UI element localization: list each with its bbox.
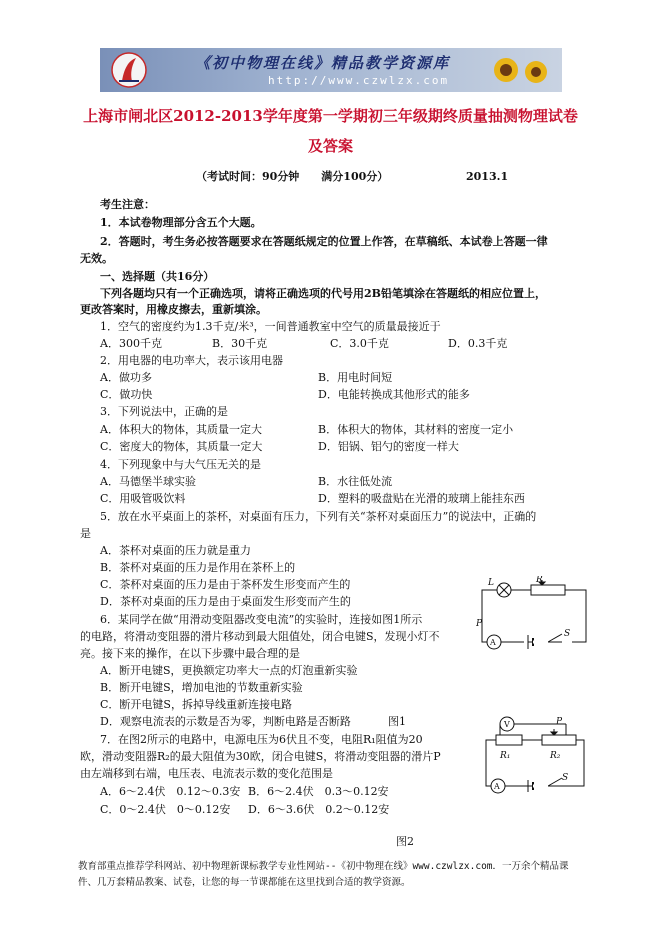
fig2-label-r1: R₁ <box>500 751 511 761</box>
fig2-label-r2: R₂ <box>550 751 561 761</box>
option: C．3.0千克 <box>330 337 389 350</box>
exam-info: （考试时间：90分钟 满分100分） <box>196 170 389 183</box>
page-footer <box>78 859 608 891</box>
fig1-label-slider: P <box>476 619 483 629</box>
question-stem: 6．某同学在做“用滑动变阻器改变电流”的实验时，连接如图1所示 <box>100 613 423 626</box>
option: A．体积大的物体，其质量一定大 <box>100 423 262 436</box>
option: C．密度大的物体，其质量一定大 <box>100 440 263 453</box>
fig2-label-ammeter: A <box>494 782 500 791</box>
question-stem: 由左端移到右端，电压表、电流表示数的变化范围是 <box>80 767 333 780</box>
option: B．6～2.4伏 0.3～0.12安 <box>248 785 389 798</box>
fig1-label-lamp: L <box>488 578 494 588</box>
option: B．用电时间短 <box>318 371 393 384</box>
question-stem: 的电路，将滑动变阻器的滑片移动到最大阻值处，闭合电键S，发现小灯不 <box>80 630 440 643</box>
banner-url[interactable]: http://www.czwlzx.com <box>268 74 450 87</box>
option: C．断开电键S，拆掉导线重新连接电路 <box>100 698 292 711</box>
option: B．茶杯对桌面的压力是作用在茶杯上的 <box>100 561 296 574</box>
fig1-label-rheostat: R <box>536 576 543 585</box>
figure-caption: 图1 <box>388 715 406 728</box>
notice-item: 1．本试卷物理部分含五个大题。 <box>100 216 262 229</box>
option: D．0.3千克 <box>448 337 508 350</box>
section-instruction: 下列各题均只有一个正确选项，请将正确选项的代号用2B铅笔填涂在答题纸的相应位置上， <box>100 287 546 300</box>
option: C．用吸管吸饮料 <box>100 492 186 505</box>
option: D．塑料的吸盘贴在光滑的玻璃上能挂东西 <box>318 492 525 505</box>
option: A．马德堡半球实验 <box>100 475 196 488</box>
option: B．水往低处流 <box>318 475 393 488</box>
question-stem: 4．下列现象中与大气压无关的是 <box>100 458 261 471</box>
option: A．做功多 <box>100 371 152 384</box>
option: A．茶杯对桌面的压力就是重力 <box>100 544 251 557</box>
option: D．茶杯对桌面的压力是由于桌面发生形变而产生的 <box>100 595 351 608</box>
question-stem: 5．放在水平桌面上的茶杯，对桌面有压力，下列有关“茶杯对桌面压力”的说法中，正确的 <box>100 510 537 523</box>
notice-item: 2．答题时，考生务必按答题要求在答题纸规定的位置上作答，在草稿纸、本试卷上答题一律 <box>100 235 548 248</box>
figure-caption: 图2 <box>396 835 414 848</box>
notice-item: 无效。 <box>80 252 113 265</box>
section-heading: 一、选择题（共16分） <box>100 270 215 283</box>
section-instruction: 更改答案时，用橡皮擦去，重新填涂。 <box>80 303 267 316</box>
notice-heading: 考生注意： <box>100 198 155 211</box>
option: D．电能转换成其他形式的能多 <box>318 388 470 401</box>
question-stem: 欧，滑动变阻器R₂的最大阻值为30欧，闭合电键S，将滑动变阻器的滑片P <box>80 750 441 763</box>
footer-line: 件、几万套精品教案、试卷，让您的每一节课都能在这里找到合适的教学资源。 <box>78 877 411 888</box>
footer-line: 教育部重点推荐学科网站、初中物理新课标教学专业性网站--《初中物理在线》www.czwlzx.com．一万余个精品课 <box>78 861 569 872</box>
option: A．断开电键S，更换额定功率大一点的灯泡重新实验 <box>100 664 358 677</box>
option: A．300千克 <box>100 337 162 350</box>
option: D．铝锅、铝勺的密度一样大 <box>318 440 459 453</box>
question-stem: 亮。接下来的操作，在以下步骤中最合理的是 <box>80 647 300 660</box>
fig2-label-switch: S <box>562 773 569 783</box>
fig1-label-ammeter: A <box>490 638 496 647</box>
option: D．观察电流表的示数是否为零，判断电路是否断路 <box>100 715 351 728</box>
figure-2-circuit <box>480 712 590 802</box>
option: C．做功快 <box>100 388 153 401</box>
option: D．6～3.6伏 0.2～0.12安 <box>248 803 390 816</box>
question-stem: 2．用电器的电功率大，表示该用电器 <box>100 354 283 367</box>
paper-title: 上海市闸北区2012-2013学年度第一学期初三年级期终质量抽测物理试卷 <box>83 107 578 125</box>
fig2-label-voltmeter: V <box>504 720 510 729</box>
fig1-label-switch: S <box>564 629 571 639</box>
figure-1-circuit <box>476 576 596 656</box>
question-stem: 是 <box>80 527 91 540</box>
banner-title: 《初中物理在线》精品教学资源库 <box>195 54 451 72</box>
site-banner <box>100 48 562 92</box>
option: C．0～2.4伏 0～0.12安 <box>100 803 231 816</box>
exam-date: 2013.1 <box>466 170 509 183</box>
fig2-label-slider: P <box>556 717 563 727</box>
option: C．茶杯对桌面的压力是由于茶杯发生形变而产生的 <box>100 578 351 591</box>
option: B．30千克 <box>212 337 268 350</box>
question-stem: 3．下列说法中，正确的是 <box>100 405 228 418</box>
paper-title-continued: 及答案 <box>307 137 353 155</box>
option: A．6～2.4伏 0.12～0.3安 <box>100 785 241 798</box>
option: B．断开电键S，增加电池的节数重新实验 <box>100 681 303 694</box>
site-logo-icon <box>110 51 148 89</box>
sunflower-icon <box>486 50 556 90</box>
option: B．体积大的物体，其材料的密度一定小 <box>318 423 514 436</box>
question-stem: 1．空气的密度约为1.3千克/米³，一间普通教室中空气的质量最接近于 <box>100 320 441 333</box>
question-stem: 7．在图2所示的电路中，电源电压为6伏且不变，电阻R₁阻值为20 <box>100 733 423 746</box>
